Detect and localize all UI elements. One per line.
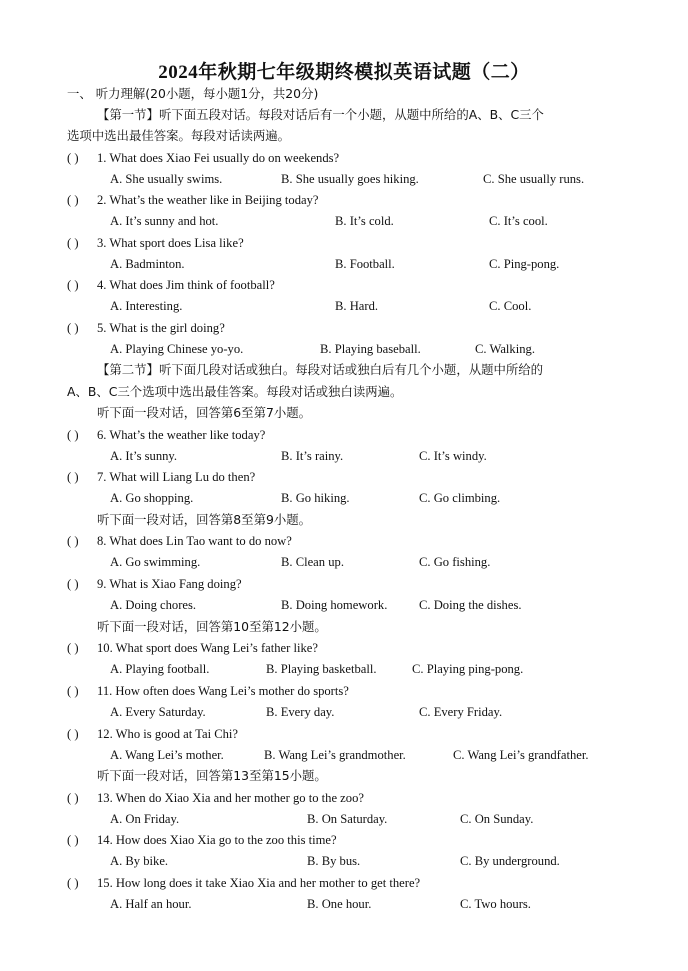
question-15 bbox=[67, 875, 420, 891]
section2-instruction-line2: A、B、C三个选项中选出最佳答案。每段对话或独白读两遍。 bbox=[67, 384, 403, 399]
options-12 bbox=[0, 747, 688, 763]
options-5 bbox=[0, 341, 688, 357]
question-14 bbox=[67, 832, 337, 848]
question-13 bbox=[67, 790, 364, 806]
listening-instruction: 听下面一段对话，回答第13至第15小题。 bbox=[97, 768, 327, 783]
answer-blank[interactable]: ( ) bbox=[67, 193, 79, 207]
options-1 bbox=[0, 171, 688, 187]
question-text: 13. When do Xiao Xia and her mother go to the zoo? bbox=[97, 791, 364, 805]
option-c: C. Go climbing. bbox=[419, 491, 501, 505]
option-c: C. Cool. bbox=[489, 299, 532, 313]
question-1 bbox=[67, 150, 339, 166]
option-a: A. Badminton. bbox=[110, 257, 185, 271]
option-c: C. It’s cool. bbox=[489, 214, 548, 228]
answer-blank[interactable]: ( ) bbox=[67, 321, 79, 335]
question-12 bbox=[67, 726, 238, 742]
answer-blank[interactable]: ( ) bbox=[67, 470, 79, 484]
options-9 bbox=[0, 597, 688, 613]
listening-instruction: 听下面一段对话，回答第6至第7小题。 bbox=[97, 405, 312, 420]
question-text: 2. What’s the weather like in Beijing today? bbox=[97, 193, 319, 207]
part-heading: 一、 听力理解(20小题，每小题1分，共20分) bbox=[67, 86, 319, 101]
option-b: B. It’s rainy. bbox=[281, 449, 344, 463]
page-title: 2024年秋期七年级期终模拟英语试题（二） bbox=[158, 62, 530, 83]
answer-blank[interactable]: ( ) bbox=[67, 534, 79, 548]
question-3 bbox=[67, 235, 244, 251]
options-6 bbox=[0, 448, 688, 464]
question-text: 6. What’s the weather like today? bbox=[97, 428, 266, 442]
question-text: 8. What does Lin Tao want to do now? bbox=[97, 534, 292, 548]
option-c: C. Go fishing. bbox=[419, 555, 491, 569]
option-c: C. Wang Lei’s grandfather. bbox=[453, 748, 589, 762]
options-14 bbox=[0, 853, 688, 869]
option-a: A. Every Saturday. bbox=[110, 705, 206, 719]
options-11 bbox=[0, 704, 688, 720]
question-2 bbox=[67, 192, 319, 208]
answer-blank[interactable]: ( ) bbox=[67, 876, 79, 890]
option-c: C. Ping-pong. bbox=[489, 257, 560, 271]
option-c: C. Every Friday. bbox=[419, 705, 503, 719]
options-2 bbox=[0, 213, 688, 229]
answer-blank[interactable]: ( ) bbox=[67, 428, 79, 442]
options-7 bbox=[0, 490, 688, 506]
option-b: B. Playing baseball. bbox=[320, 342, 421, 356]
question-text: 11. How often does Wang Lei’s mother do sports? bbox=[97, 684, 349, 698]
options-10 bbox=[0, 661, 688, 677]
option-c: C. Playing ping-pong. bbox=[412, 662, 524, 676]
question-10 bbox=[67, 640, 318, 656]
question-8 bbox=[67, 533, 292, 549]
option-b: B. Hard. bbox=[335, 299, 379, 313]
option-b: B. Playing basketball. bbox=[266, 662, 377, 676]
section1-instruction-line2: 选项中选出最佳答案。每段对话读两遍。 bbox=[67, 128, 291, 143]
question-4 bbox=[67, 277, 275, 293]
option-a: A. Go shopping. bbox=[110, 491, 194, 505]
question-text: 14. How does Xiao Xia go to the zoo this time? bbox=[97, 833, 337, 847]
answer-blank[interactable]: ( ) bbox=[67, 577, 79, 591]
answer-blank[interactable]: ( ) bbox=[67, 151, 79, 165]
option-b: B. One hour. bbox=[307, 897, 372, 911]
option-b: B. She usually goes hiking. bbox=[281, 172, 419, 186]
option-b: B. Doing homework. bbox=[281, 598, 388, 612]
option-a: A. Playing Chinese yo-yo. bbox=[110, 342, 244, 356]
options-8 bbox=[0, 554, 688, 570]
answer-blank[interactable]: ( ) bbox=[67, 236, 79, 250]
question-text: 3. What sport does Lisa like? bbox=[97, 236, 244, 250]
question-text: 4. What does Jim think of football? bbox=[97, 278, 275, 292]
question-5 bbox=[67, 320, 225, 336]
option-a: A. Go swimming. bbox=[110, 555, 201, 569]
section1-instruction-line1: 【第一节】听下面五段对话。每段对话后有一个小题，从题中所给的A、B、C三个 bbox=[97, 107, 544, 122]
option-a: A. By bike. bbox=[110, 854, 169, 868]
section2-instruction-line1: 【第二节】听下面几段对话或独白。每段对话或独白后有几个小题，从题中所给的 bbox=[97, 362, 544, 377]
option-c: C. It’s windy. bbox=[419, 449, 487, 463]
options-3 bbox=[0, 256, 688, 272]
question-text: 7. What will Liang Lu do then? bbox=[97, 470, 256, 484]
option-b: B. By bus. bbox=[307, 854, 361, 868]
answer-blank[interactable]: ( ) bbox=[67, 684, 79, 698]
question-text: 10. What sport does Wang Lei’s father like? bbox=[97, 641, 318, 655]
question-6 bbox=[67, 427, 265, 443]
listening-instruction: 听下面一段对话，回答第10至第12小题。 bbox=[97, 619, 327, 634]
options-15 bbox=[0, 896, 688, 912]
option-b: B. Go hiking. bbox=[281, 491, 350, 505]
question-text: 15. How long does it take Xiao Xia and her mother to get there? bbox=[97, 876, 421, 890]
options-13 bbox=[0, 811, 688, 827]
option-a: A. It’s sunny. bbox=[110, 449, 178, 463]
option-b: B. On Saturday. bbox=[307, 812, 388, 826]
question-text: 9. What is Xiao Fang doing? bbox=[97, 577, 242, 591]
option-a: A. Half an hour. bbox=[110, 897, 192, 911]
option-a: A. On Friday. bbox=[110, 812, 180, 826]
option-b: B. Football. bbox=[335, 257, 395, 271]
option-b: B. Wang Lei’s grandmother. bbox=[264, 748, 406, 762]
listening-instruction: 听下面一段对话，回答第8至第9小题。 bbox=[97, 512, 312, 527]
answer-blank[interactable]: ( ) bbox=[67, 727, 79, 741]
option-c: C. Two hours. bbox=[460, 897, 531, 911]
question-7 bbox=[67, 469, 255, 485]
question-text: 5. What is the girl doing? bbox=[97, 321, 225, 335]
question-11 bbox=[67, 683, 349, 699]
question-text: 1. What does Xiao Fei usually do on weekends? bbox=[97, 151, 340, 165]
options-4 bbox=[0, 298, 688, 314]
answer-blank[interactable]: ( ) bbox=[67, 278, 79, 292]
option-b: B. It’s cold. bbox=[335, 214, 394, 228]
option-a: A. Doing chores. bbox=[110, 598, 197, 612]
option-a: A. Wang Lei’s mother. bbox=[110, 748, 224, 762]
option-a: A. She usually swims. bbox=[110, 172, 223, 186]
option-c: C. By underground. bbox=[460, 854, 560, 868]
question-text: 12. Who is good at Tai Chi? bbox=[97, 727, 239, 741]
option-c: C. Doing the dishes. bbox=[419, 598, 522, 612]
answer-blank[interactable]: ( ) bbox=[67, 641, 79, 655]
option-b: B. Every day. bbox=[266, 705, 335, 719]
option-c: C. On Sunday. bbox=[460, 812, 534, 826]
option-c: C. She usually runs. bbox=[483, 172, 585, 186]
answer-blank[interactable]: ( ) bbox=[67, 791, 79, 805]
option-c: C. Walking. bbox=[475, 342, 535, 356]
question-9 bbox=[67, 576, 242, 592]
option-a: A. Playing football. bbox=[110, 662, 210, 676]
answer-blank[interactable]: ( ) bbox=[67, 833, 79, 847]
option-a: A. It’s sunny and hot. bbox=[110, 214, 219, 228]
option-b: B. Clean up. bbox=[281, 555, 344, 569]
option-a: A. Interesting. bbox=[110, 299, 183, 313]
